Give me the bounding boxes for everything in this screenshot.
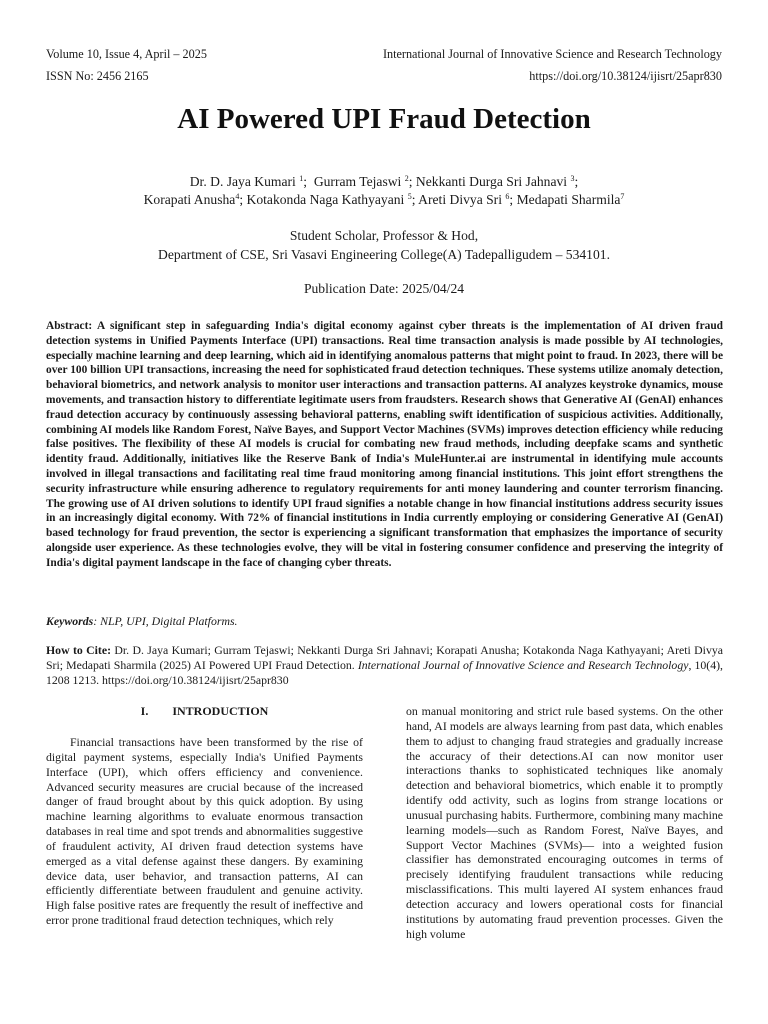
journal-name: International Journal of Innovative Science and Research Technology bbox=[382, 47, 722, 61]
affiliation-department: Department of CSE, Sri Vasavi Engineering College(A) Tadepalligudem – 534101. bbox=[158, 247, 610, 262]
paper-title: AI Powered UPI Fraud Detection bbox=[177, 103, 591, 135]
keywords-label: Keywords bbox=[46, 614, 94, 628]
citation-label: How to Cite: bbox=[46, 643, 112, 657]
author-sup: 3 bbox=[570, 174, 575, 183]
author-sup: 4 bbox=[235, 192, 240, 201]
body-column-right bbox=[406, 704, 723, 942]
author-sup: 6 bbox=[505, 192, 510, 201]
author-name: Korapati Anusha bbox=[143, 192, 236, 207]
author-name: Gurram Tejaswi bbox=[313, 174, 402, 189]
citation-journal: International Journal of Innovative Science and Research Technology bbox=[357, 658, 689, 672]
author-name: Kotakonda Naga Kathyayani bbox=[246, 192, 405, 207]
author-name: Medapati Sharmila bbox=[516, 192, 621, 207]
author-name: Nekkanti Durga Sri Jahnavi bbox=[415, 174, 568, 189]
author-sup: 7 bbox=[620, 192, 625, 201]
body-column-left bbox=[46, 704, 363, 928]
doi-link[interactable]: https://doi.org/10.38124/ijisrt/25apr830 bbox=[529, 69, 722, 83]
citation-text: Dr. D. Jaya Kumari; Gurram Tejaswi; Nekkanti Durga Sri Jahnavi; Korapati Anusha; Kotakonda Naga Kathyayani; Areti Divya Sri; Medapati Sharmila (2025) AI Powered UPI Fraud Detection. bbox=[46, 643, 723, 672]
keywords-text: : NLP, UPI, Digital Platforms. bbox=[93, 614, 238, 628]
body-paragraph: Financial transactions have been transformed by the rise of digital payment systems, especially India's Unified Payments Interface (UPI), which offers efficiency and convenience. Advanced security measures are crucial because of the increased danger of fraud brought about by this quick adoption. By using machine learning algorithms to evaluate enormous transaction databases in real time and spot trends and abnormalities suggestive of fraudulent activity, AI driven fraud detection systems have emerged as a vital defense against these dangers. By examining device data, user behavior, and transaction patterns, AI can efficiently differentiate between fraudulent and genuine activity. High false positive rates are frequently the result of ineffective and error prone traditional fraud detection techniques, which rely bbox=[46, 735, 363, 928]
abstract-text: A significant step in safeguarding India's digital economy against cyber threats is the implementation of AI driven fraud detection systems in Unified Payments Interface (UPI) transactions. Real time transaction analysis is made possible by AI technologies, especially machine learning and deep learning, which aid in identifying anomalous patterns that might point to fraud. In 2023, there will be over 100 billion UPI transactions, increasing the need for sophisticated fraud detection techniques. These systems utilize anomaly detection, behavioral biometrics, and network analysis to monitor user interactions and transaction patterns. AI analyzes keystroke dynamics, mouse movements, and transaction history to differentiate legitimate users from fraudsters. Research shows that Generative AI (GenAI) enhances fraud detection accuracy by continuously assessing behavioral patterns, enabling swift identification of suspicious activities. Additionally, combining AI models like Random Forest, Naïve Bayes, and Support Vector Machines (SVMs) improves detection efficiency while reducing false positives. The flexibility of these AI models is crucial for combating new fraud methods, including deepfake scams and synthetic identity fraud. Additionally, initiatives like the Reserve Bank of India's MuleHunter.ai are instrumental in identifying mule accounts involved in illegal transactions and facilitating real time fraud monitoring among financial institutions. This joint effort strengthens the security infrastructure while ensuring adherence to regulatory requirements for anti money laundering and counter terrorism financing. The growing use of AI driven solutions to identify UPI fraud signifies a notable change in how financial institutions address security issues in an increasingly digital economy. With 72% of financial institutions in India currently employing or considering Generative AI (GenAI) based technology for fraud prevention, the sector is experiencing a significant transformation that emphasizes the importance of security alongside user experience. As these technologies evolve, they will be vital in fostering consumer confidence and preserving the integrity of India's digital payment landscape in the face of changing cyber threats. bbox=[46, 320, 723, 569]
issn: ISSN No: 2456 2165 bbox=[46, 69, 149, 83]
section-number: I. bbox=[140, 704, 149, 718]
section-heading bbox=[46, 704, 363, 719]
author-line-2: Korapati Anusha$^4$; Kotakonda Naga Kathyayani $^5$; Areti Divya Sri $^6$; Medapati Sharmila$^7$ bbox=[143, 192, 625, 207]
affiliation-roles: Student Scholar, Professor & Hod, bbox=[289, 228, 479, 243]
citation bbox=[46, 643, 723, 688]
body-paragraph: on manual monitoring and strict rule based systems. On the other hand, AI models are always learning from past data, which enables them to adjust to changing fraud strategies and gradually increase the accuracy of their detections.AI can now monitor user interactions thanks to sophisticated techniques like anomaly detection and behavioral biometrics, which enable it to promptly identify odd activity, such as logins from strange locations or unusual purchasing habits. Furthermore, combining many machine learning models—such as Random Forest, Naïve Bayes, and Support Vector Machines (SVMs)— into a weighted fusion classifier has demonstrated encouraging outcomes in terms of precisely identifying fraudulent transactions while reducing misclassifications. This multi layered AI system enhances fraud detection accuracy and lowers operational costs for financial institutions by automating fraud prevention processes. Given the high volume bbox=[406, 704, 723, 941]
author-name: Areti Divya Sri bbox=[418, 192, 502, 207]
section-title: INTRODUCTION bbox=[172, 704, 269, 718]
author-name: Dr. D. Jaya Kumari bbox=[189, 174, 296, 189]
publication-date: Publication Date: 2025/04/24 bbox=[303, 281, 465, 296]
author-sup: 5 bbox=[407, 192, 412, 201]
citation-text-end: , 10(4), 1208 1213. https://doi.org/10.38124/ijisrt/25apr830 bbox=[46, 658, 724, 687]
abstract-label: Abstract: bbox=[46, 320, 93, 332]
author-sup: 2 bbox=[404, 174, 409, 183]
author-line-1: Dr. D. Jaya Kumari $^1$; Gurram Tejaswi $^2$; Nekkanti Durga Sri Jahnavi $^3$; bbox=[189, 174, 579, 189]
abstract bbox=[46, 319, 723, 571]
volume-info: Volume 10, Issue 4, April – 2025 bbox=[46, 47, 207, 61]
keywords bbox=[46, 614, 723, 629]
author-sup: 1 bbox=[299, 174, 304, 183]
